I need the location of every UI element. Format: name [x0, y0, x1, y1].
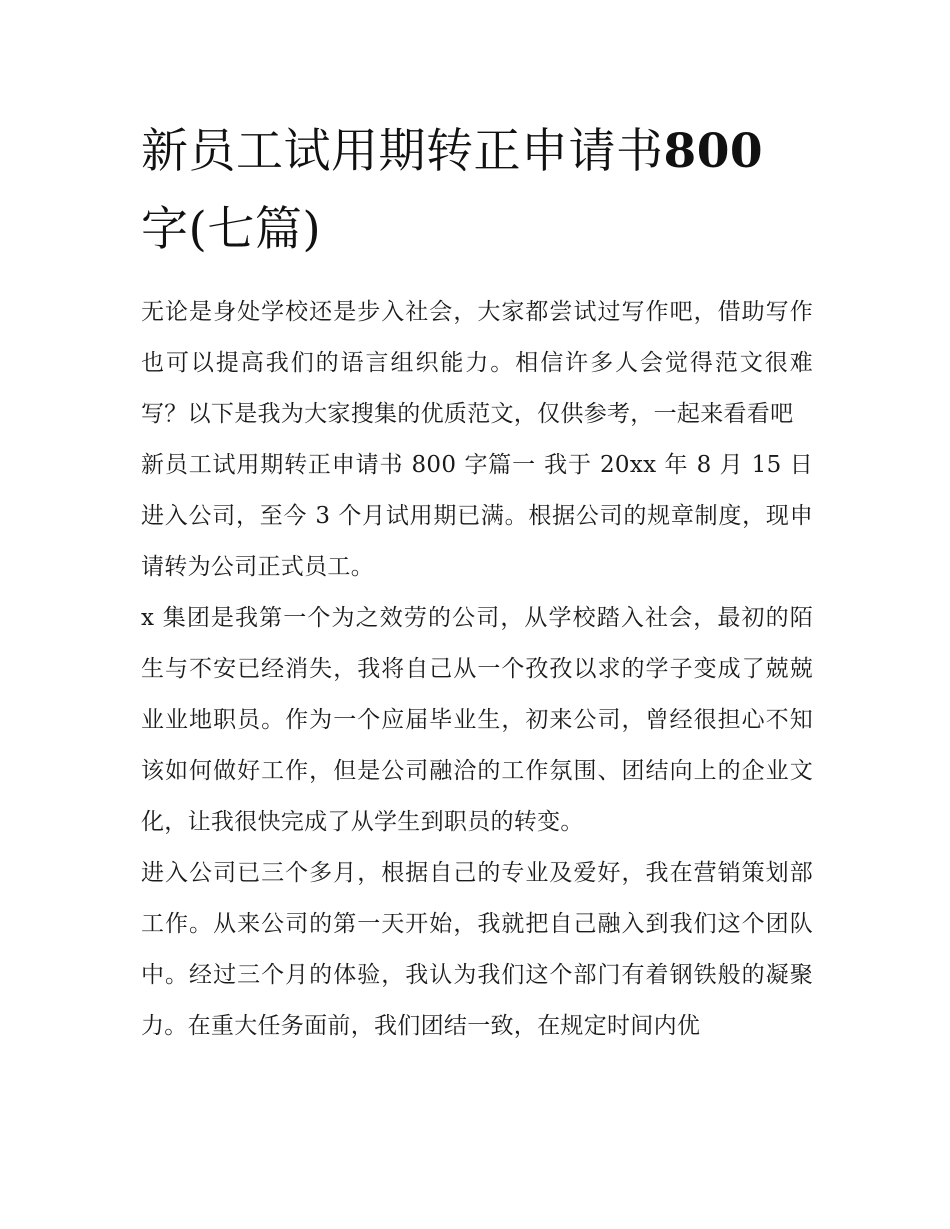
document-content	[141, 113, 813, 1052]
paragraph-2: x 集团是我第一个为之效劳的公司，从学校踏入社会，最初的陌生与不安已经消失，我将自己从一个孜孜以求的学子变成了兢兢业业地职员。作为一个应届毕业生，初来公司，曾经很担心不知该如何做好工作，但是公司融洽的工作氛围、团结向上的企业文化，让我很快完成了从学生到职员的转变。	[141, 605, 813, 835]
title-number: 800	[663, 124, 764, 179]
paragraph-1: 新员工试用期转正申请书 800 字篇一 我于 20xx 年 8 月 15 日进入公司，至今 3 个月试用期已满。根据公司的规章制度，现申请转为公司正式员工。	[141, 452, 813, 580]
document-body	[141, 287, 813, 1052]
document-title	[141, 113, 813, 269]
paragraph-3: 进入公司已三个多月，根据自己的专业及爱好，我在营销策划部工作。从来公司的第一天开始，我就把自己融入到我们这个团队中。经过三个月的体验，我认为我们这个部门有着钢铁般的凝聚力。在重大任务面前，我们团结一致，在规定时间内优	[141, 860, 813, 1039]
title-line2: 字(七篇)	[141, 202, 322, 257]
title-text: 新员工试用期转正申请书	[141, 124, 664, 179]
paragraph-intro: 无论是身处学校还是步入社会，大家都尝试过写作吧，借助写作也可以提高我们的语言组织能力。相信许多人会觉得范文很难写？以下是我为大家搜集的优质范文，仅供参考，一起来看看吧	[141, 299, 813, 427]
